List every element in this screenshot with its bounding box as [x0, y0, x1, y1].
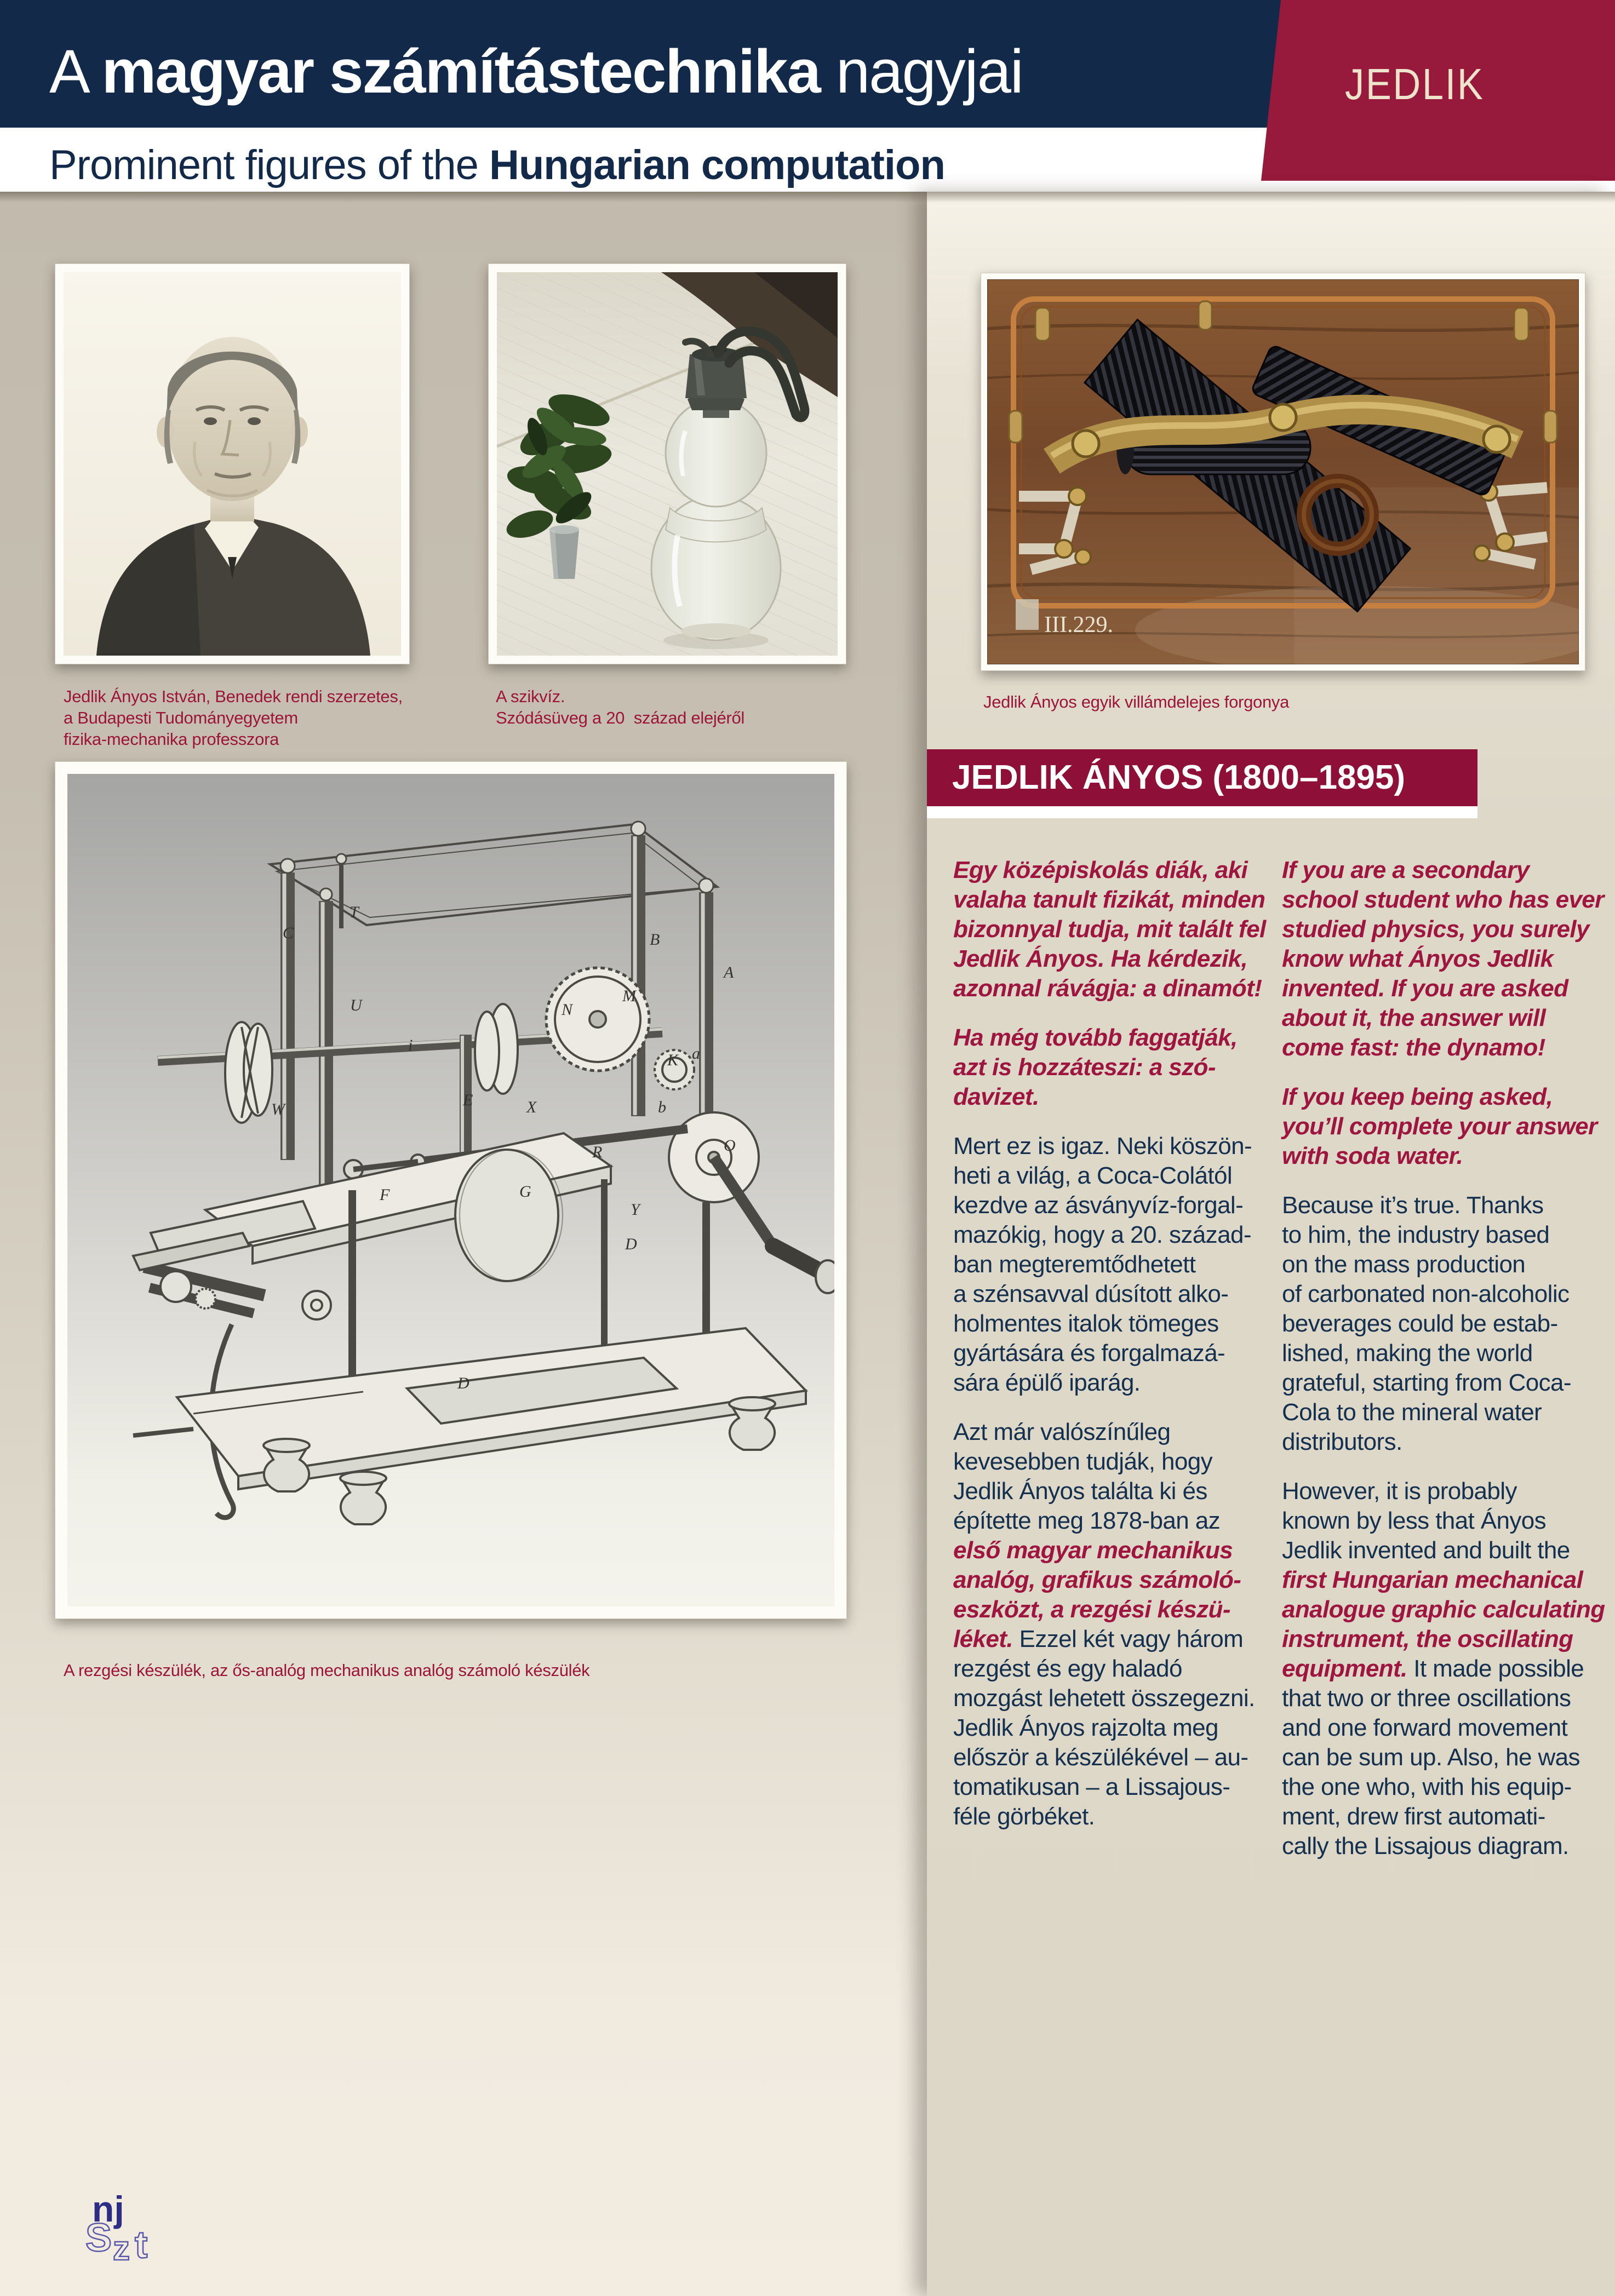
text-line: [953, 1506, 1266, 1536]
body-text: Cola to the mineral water: [1282, 1399, 1542, 1426]
text-line: [1282, 1713, 1605, 1743]
body-text: a szénsavval dúsított alko-: [953, 1281, 1229, 1307]
header-drop-shadow: [0, 192, 1615, 203]
accent-text: first Hungarian mechanical: [1282, 1566, 1583, 1593]
njszt-logo: [81, 2190, 202, 2275]
body-text: Because it’s true. Thanks: [1282, 1192, 1544, 1219]
body-text: It made possible: [1407, 1655, 1584, 1682]
paragraph: [953, 856, 1266, 1003]
body-text: tomatikusan – a Lissajous-: [953, 1773, 1230, 1800]
accent-text: studied physics, you surely: [1282, 916, 1589, 943]
body-text: Azt már valószínűleg: [953, 1419, 1171, 1445]
portrait-image: [64, 272, 401, 656]
header-tab-label: JEDLIK: [1345, 60, 1485, 108]
text-line: [953, 1625, 1266, 1654]
dynamo-photo: [981, 273, 1585, 671]
text-line: [953, 1447, 1266, 1477]
body-text: Jedlik invented and built the: [1282, 1537, 1570, 1564]
engraving-label: Y: [631, 1201, 640, 1219]
body-text: féle görbéket.: [953, 1803, 1095, 1830]
text-line: [953, 1684, 1266, 1713]
engraving-photo: [55, 761, 847, 1619]
text-line: [953, 1565, 1266, 1595]
body-text: ban megteremtődhetett: [953, 1251, 1196, 1278]
body-text: that two or three oscillations: [1282, 1685, 1571, 1712]
body-text: sára épülő iparág.: [953, 1369, 1141, 1396]
text-line: [1282, 915, 1605, 944]
engraving-label: B: [650, 931, 660, 949]
text-line: [1282, 1339, 1605, 1368]
text-line: [1282, 944, 1605, 974]
text-line: [953, 1220, 1266, 1250]
engraving-image: [67, 774, 834, 1606]
section-banner: [927, 749, 1477, 806]
body-text: Ezzel két vagy három: [1012, 1626, 1244, 1652]
body-text: beverages could be estab-: [1282, 1310, 1558, 1337]
text-line: [953, 1743, 1266, 1772]
logo-solid-letters: nj: [92, 2190, 124, 2229]
text-line: [953, 1802, 1266, 1832]
text-line: [953, 1595, 1266, 1625]
body-text: lished, making the world: [1282, 1340, 1533, 1367]
engraving-label: X: [526, 1098, 537, 1116]
body-text: distributors.: [1282, 1428, 1402, 1455]
paragraph: [1282, 856, 1605, 1063]
accent-text: analogue graphic calculating: [1282, 1596, 1605, 1623]
text-line: [953, 1279, 1266, 1309]
accent-text: know what Ányos Jedlik: [1282, 945, 1554, 972]
text-line: [953, 1339, 1266, 1368]
paragraph: [1282, 1477, 1605, 1861]
text-line: [1282, 1684, 1605, 1713]
engraving-caption: A rezgési készülék, az ős-analóg mechanikus analóg számoló készülék: [64, 1661, 590, 1680]
text-line: [953, 1772, 1266, 1802]
text-line: [953, 1023, 1266, 1053]
body-text: építette meg 1878-ban az: [953, 1507, 1221, 1534]
engraving-label: C: [283, 924, 294, 942]
body-text: kezdve az ásványvíz-forgal-: [953, 1192, 1244, 1219]
engraving-label: K: [667, 1051, 679, 1069]
engraving-label: E: [463, 1091, 473, 1109]
dynamo-caption: Jedlik Ányos egyik villámdelejes forgonya: [983, 692, 1290, 711]
accent-text: analóg, grafikus számoló-: [953, 1566, 1241, 1593]
paragraph: [1282, 1082, 1605, 1171]
body-text: rezgést és egy haladó: [953, 1655, 1182, 1682]
body-text: Mert ez is igaz. Neki köszön-: [953, 1133, 1252, 1160]
text-line: [953, 1477, 1266, 1506]
text-line: [953, 1161, 1266, 1191]
section-banner-underline: [927, 806, 1477, 818]
engraving-label: G: [519, 1183, 531, 1201]
accent-text: Ha még tovább faggatják,: [953, 1024, 1238, 1051]
text-line: [953, 1536, 1266, 1565]
text-line: [1282, 1565, 1605, 1595]
engraving-label: R: [592, 1143, 603, 1161]
njszt-logo-image: [81, 2190, 202, 2272]
paragraph: [953, 1023, 1266, 1112]
text-line: [953, 1309, 1266, 1339]
siphon-image: [497, 272, 838, 656]
text-line: [953, 1053, 1266, 1082]
engraving-label: N: [562, 1001, 573, 1019]
accent-text: with soda water.: [1282, 1143, 1463, 1169]
logo-outline-t: t: [135, 2223, 148, 2266]
text-line: [1282, 1398, 1605, 1427]
accent-text: davizet.: [953, 1083, 1039, 1110]
engraving-label: b: [658, 1098, 666, 1116]
inventory-tag: [1016, 599, 1039, 630]
body-text: on the mass production: [1282, 1251, 1526, 1278]
body-text: heti a világ, a Coca-Colától: [953, 1162, 1233, 1189]
body-text: However, it is probably: [1282, 1478, 1517, 1505]
accent-text: about it, the answer will: [1282, 1005, 1546, 1031]
text-line: [1282, 1536, 1605, 1565]
page-title: A magyar számítástechnika nagyjai: [49, 37, 1023, 106]
engraving-label: D: [457, 1374, 469, 1392]
body-text: először a készülékével – au-: [953, 1744, 1249, 1771]
text-line: [953, 1250, 1266, 1279]
body-text: grateful, starting from Coca-: [1282, 1369, 1571, 1396]
text-line: [953, 1082, 1266, 1112]
paragraph: [953, 1132, 1266, 1398]
text-line: [953, 1713, 1266, 1743]
article-column-hungarian: [953, 856, 1266, 1851]
body-text: of carbonated non-alcoholic: [1282, 1281, 1570, 1307]
text-line: [953, 856, 1266, 885]
accent-text: első magyar mechanikus: [953, 1537, 1233, 1564]
accent-text: come fast: the dynamo!: [1282, 1034, 1545, 1061]
accent-text: If you keep being asked,: [1282, 1083, 1553, 1110]
text-line: [953, 915, 1266, 944]
engraving-label: M: [622, 987, 636, 1005]
accent-text: If you are a secondary: [1282, 857, 1530, 883]
text-line: [1282, 1802, 1605, 1832]
body-text: mozgást lehetett összegezni.: [953, 1685, 1255, 1712]
paragraph: [953, 1417, 1266, 1832]
accent-text: léket.: [953, 1626, 1013, 1652]
paragraph: [1282, 1191, 1605, 1457]
text-line: [1282, 1033, 1605, 1063]
logo-outline-s: S: [85, 2216, 112, 2260]
text-line: [953, 1191, 1266, 1220]
text-line: [953, 1417, 1266, 1447]
text-line: [1282, 1427, 1605, 1457]
text-line: [1282, 1141, 1605, 1171]
page-subtitle: Prominent figures of the Hungarian computation: [49, 142, 945, 188]
accent-text: instrument, the oscillating: [1282, 1626, 1573, 1652]
body-text: Jedlik Ányos rajzolta meg: [953, 1714, 1218, 1741]
accent-text: eszközt, a rezgési készü-: [953, 1596, 1230, 1623]
body-text: the one who, with his equip-: [1282, 1773, 1572, 1800]
engraving-label: F: [380, 1186, 390, 1204]
engraving-label: A: [724, 963, 734, 981]
accent-text: school student who has ever: [1282, 886, 1604, 913]
article-column-english: [1282, 856, 1605, 1881]
text-line: [1282, 1832, 1605, 1861]
body-text: cally the Lissajous diagram.: [1282, 1833, 1569, 1859]
text-line: [1282, 1477, 1605, 1506]
body-text: mazókig, hogy a 20. század-: [953, 1221, 1251, 1248]
text-line: [1282, 1368, 1605, 1398]
body-text: known by less that Ányos: [1282, 1507, 1547, 1534]
inventory-number: III.229.: [1044, 612, 1113, 638]
accent-text: you’ll complete your answer: [1282, 1113, 1597, 1140]
text-line: [1282, 856, 1605, 885]
siphon-caption: A szikvíz. Szódásüveg a 20 század elejéről: [496, 687, 744, 727]
portrait-caption: Jedlik Ányos István, Benedek rendi szerzetes, a Budapesti Tudományegyetem fizika-mechanika professzora: [64, 687, 403, 749]
text-line: [1282, 1003, 1605, 1033]
text-line: [953, 974, 1266, 1003]
text-line: [1282, 1250, 1605, 1279]
text-line: [953, 885, 1266, 915]
body-text: holmentes italok tömeges: [953, 1310, 1219, 1337]
text-line: [1282, 1191, 1605, 1220]
text-line: [953, 1368, 1266, 1398]
accent-text: Egy középiskolás diák, aki: [953, 857, 1248, 883]
accent-text: Jedlik Ányos. Ha kérdezik,: [953, 945, 1248, 972]
siphon-photo: [488, 263, 846, 664]
accent-text: invented. If you are asked: [1282, 975, 1568, 1002]
text-line: [1282, 1595, 1605, 1625]
text-line: [1282, 1279, 1605, 1309]
text-line: [1282, 974, 1605, 1003]
logo-outline-z: z: [113, 2230, 130, 2268]
text-line: [1282, 1772, 1605, 1802]
engraving-label: T: [350, 903, 359, 921]
text-line: [953, 944, 1266, 974]
engraving-label: W: [271, 1100, 285, 1118]
body-text: kevesebben tudják, hogy: [953, 1448, 1212, 1475]
text-line: [953, 1132, 1266, 1161]
accent-text: azt is hozzáteszi: a szó-: [953, 1054, 1216, 1081]
text-line: [953, 1654, 1266, 1684]
accent-text: valaha tanult fizikát, minden: [953, 886, 1265, 913]
engraving-label: U: [350, 996, 362, 1014]
body-text: ment, drew first automati-: [1282, 1803, 1545, 1830]
dynamo-image: [987, 279, 1579, 664]
accent-text: azonnal rávágja: a dinamót!: [953, 975, 1262, 1002]
text-line: [1282, 1112, 1605, 1141]
text-line: [1282, 1220, 1605, 1250]
body-text: gyártására és forgalmazá-: [953, 1340, 1225, 1367]
body-text: Jedlik Ányos találta ki és: [953, 1478, 1207, 1505]
text-line: [1282, 1309, 1605, 1339]
text-line: [1282, 1082, 1605, 1112]
accent-text: bizonnyal tudja, mit talált fel: [953, 916, 1266, 943]
section-heading: JEDLIK ÁNYOS (1800–1895): [952, 759, 1406, 796]
text-line: [1282, 885, 1605, 915]
engraving-label: a: [692, 1044, 700, 1063]
body-text: to him, the industry based: [1282, 1221, 1550, 1248]
portrait-photo: [55, 263, 410, 664]
text-line: [1282, 1625, 1605, 1654]
engraving-label: O: [724, 1136, 736, 1155]
text-line: [1282, 1654, 1605, 1684]
body-text: and one forward movement: [1282, 1714, 1568, 1741]
accent-text: equipment.: [1282, 1655, 1407, 1682]
text-line: [1282, 1743, 1605, 1772]
text-line: [1282, 1506, 1605, 1536]
engraving-label: i: [408, 1036, 413, 1054]
engraving-label: D: [625, 1235, 637, 1253]
body-text: can be sum up. Also, he was: [1282, 1744, 1580, 1771]
